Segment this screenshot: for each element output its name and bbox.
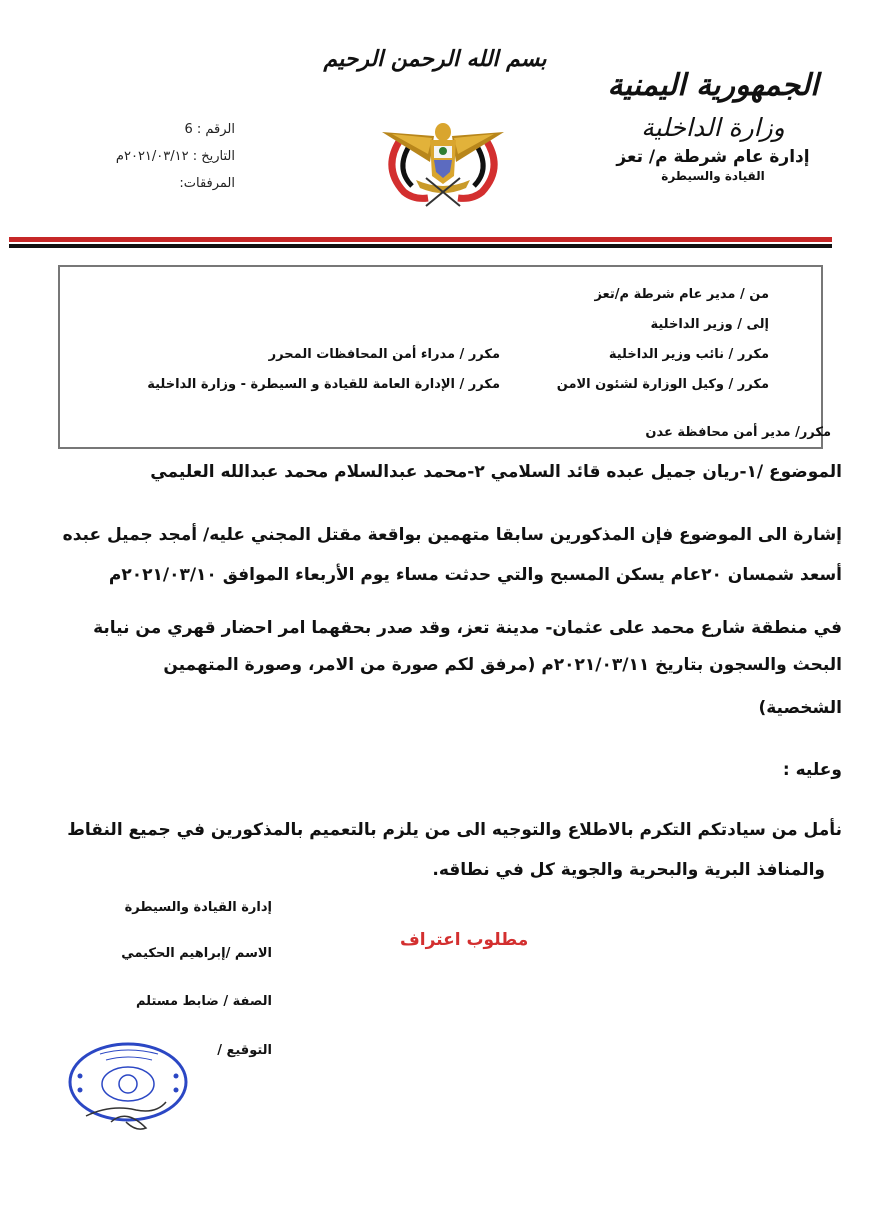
document-date: التاريخ : ٢٠٢١/٠٣/١٢م <box>115 149 235 164</box>
reference-number: الرقم : 6 <box>184 122 235 137</box>
addressees-box <box>58 265 831 449</box>
acknowledgement-required: مطلوب اعتراف <box>400 930 529 950</box>
paragraph-line: البحث والسجون بتاريخ ٢٠٢١/٠٣/١١م (مرفق لكم صورة من الامر، وصورة المتهمين <box>163 655 842 675</box>
section-title: القيادة والسيطرة <box>661 169 765 183</box>
paragraph-line: في منطقة شارع محمد على عثمان- مدينة تعز، وقد صدر بحقهما امر احضار قهري من نيابة <box>93 618 842 638</box>
cc-line: مكرر / وكيل الوزارة لشئون الامن <box>556 377 769 392</box>
flag-line-black <box>9 244 832 248</box>
signature-title: الصفة / ضابط مستلم <box>135 994 272 1009</box>
signature-sign-label: التوقيع / <box>217 1043 272 1058</box>
paragraph-line: إشارة الى الموضوع فإن المذكورين سابقا متهمين بواقعة مقتل المجني عليه/ أمجد جميل عبده <box>62 525 842 545</box>
subject-line: الموضوع /١-ريان جميل عبده قائد السلامي ٢-محمد عبدالسلام محمد عبدالله العليمي <box>150 462 842 482</box>
letterhead-right <box>598 66 828 184</box>
ministry-title: وزارة الداخلية <box>641 113 785 142</box>
department-title: إدارة عام شرطة م/ تعز <box>616 147 810 167</box>
therefore-label: وعليه : <box>782 760 842 780</box>
republic-title: الجمهورية اليمنية <box>607 68 819 103</box>
document-meta <box>95 116 235 197</box>
official-stamp-icon <box>66 1038 196 1134</box>
signature-department: إدارة القيادة والسيطرة <box>124 900 272 915</box>
to-line: إلى / وزير الداخلية <box>650 317 769 332</box>
signature-name: الاسم /إبراهيم الحكيمي <box>121 946 272 961</box>
paragraph-line: والمنافذ البرية والبحرية والجوية كل في نطاقه. <box>432 860 825 880</box>
attachments-label: المرفقات: <box>179 176 235 191</box>
paragraph-line: أسعد شمسان ٢٠عام يسكن المسبح والتي حدثت مساء يوم الأربعاء الموافق ٢٠٢١/٠٣/١٠م <box>108 565 842 585</box>
flag-line-red <box>9 237 832 242</box>
cc-line: مكرر / مدراء أمن المحافظات المحرر <box>268 347 500 362</box>
cc-line: مكرر / نائب وزير الداخلية <box>608 347 769 362</box>
from-line: من / مدير عام شرطة م/تعز <box>594 287 769 302</box>
cc-line: مكرر / الإدارة العامة للقيادة و السيطرة - وزارة الداخلية <box>147 377 500 392</box>
yemen-eagle-emblem-icon <box>378 118 508 210</box>
cc-line: مكرر/ مدير أمن محافظة عدن <box>645 425 831 440</box>
paragraph-line: الشخصية) <box>758 698 842 718</box>
basmala: بسم الله الرحمن الرحيم <box>323 46 547 72</box>
paragraph-line: نأمل من سيادتكم التكرم بالاطلاع والتوجيه الى من يلزم بالتعميم بالمذكورين في جميع النقاط <box>67 820 842 840</box>
